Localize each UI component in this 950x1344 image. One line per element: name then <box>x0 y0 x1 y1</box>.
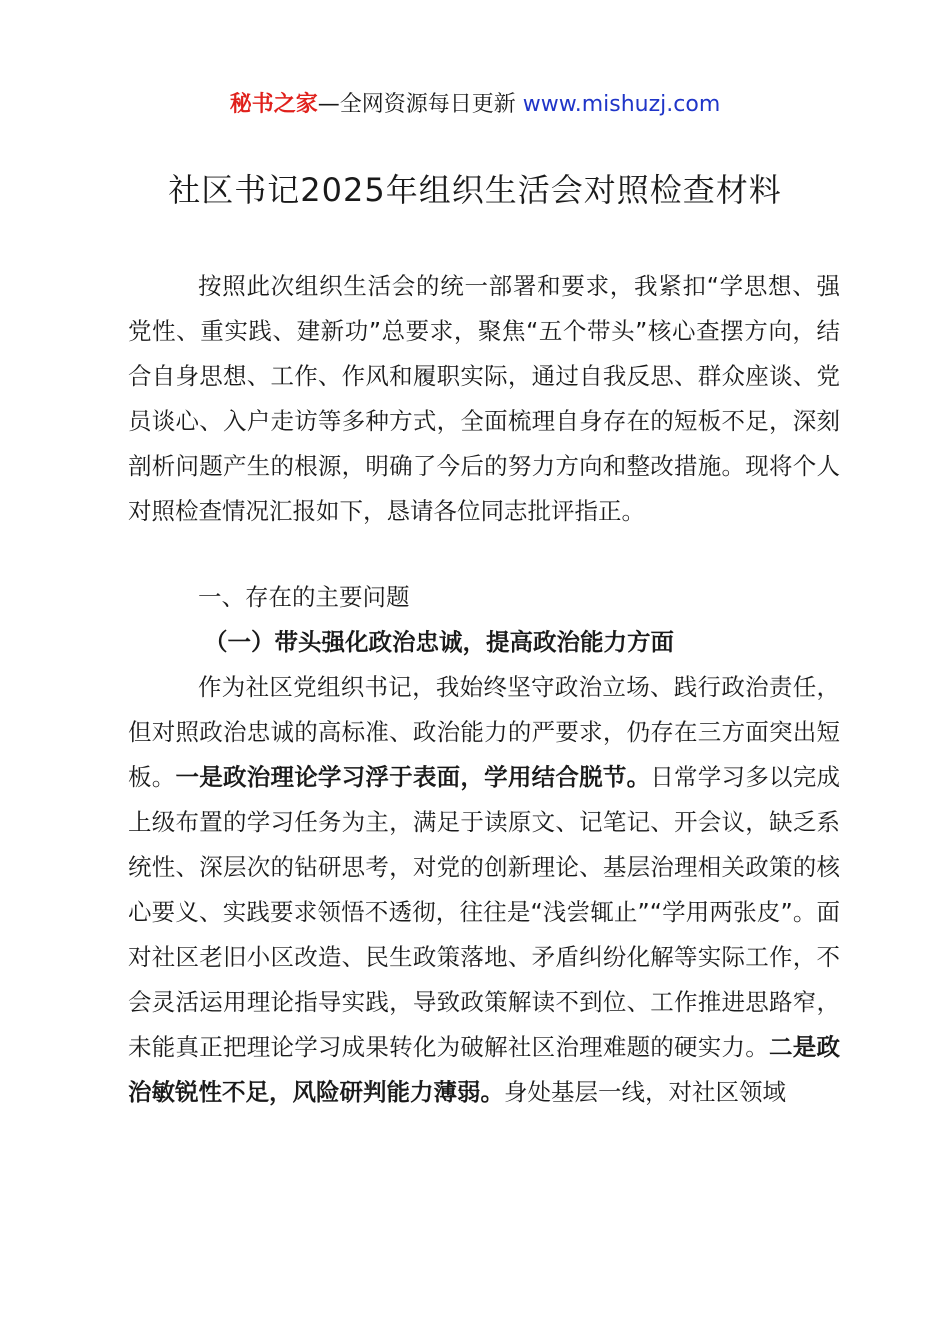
document-title: 社区书记2025年组织生活会对照检查材料 <box>168 171 782 209</box>
bold-point-one: 一是政治理论学习浮于表面，学用结合脱节。 <box>175 763 651 791</box>
subsection-heading: （一）带头强化政治忠诚，提高政治能力方面 <box>204 628 674 656</box>
intro-paragraph: 按照此次组织生活会的统一部署和要求，我紧扣“学思想、强党性、重实践、建新功”总要求，聚焦“五个带头”核心查摆方向，结合自身思想、工作、作风和履职实际，通过自我反思、群众座谈、党员谈心、入户走访等多种方式，全面梳理自身存在的短板不足，深刻剖析问题产生的根源，明确了今后的努力方向和整改措施。现将个人对照检查情况汇报如下，恳请各位同志批评指正。 <box>128 272 840 525</box>
body-text-c: 身处基层一线，对社区领域 <box>504 1078 786 1106</box>
bold-point-two: 二是政治敏锐性不足，风险研判能力薄弱。 <box>128 1033 841 1106</box>
brand-name: 秘书之家 <box>229 92 318 117</box>
body-text-a: 作为社区党组织书记，我始终坚守政治立场、践行政治责任，但对照政治忠诚的高标准、政治能力的严要求，仍存在三方面突出短板。 <box>128 673 840 791</box>
header-tagline: —全网资源每日更新 <box>317 92 516 117</box>
site-url: www.mishuzj.com <box>522 92 721 117</box>
site-header <box>0 90 950 120</box>
body-text-b: 日常学习多以完成上级布置的学习任务为主，满足于读原文、记笔记、开会议，缺乏系统性、深层次的钻研思考，对党的创新理论、基层治理相关政策的核心要义、实践要求领悟不透彻，往往是“浅尝辄止”“学用两张皮”。面对社区老旧小区改造、民生政策落地、矛盾纠纷化解等实际工作，不会灵活运用理论指导实践，导致政策解读不到位、工作推进思路窄，未能真正把理论学习成果转化为破解社区治理难题的硬实力。 <box>128 763 841 1061</box>
section-heading: 一、存在的主要问题 <box>198 583 410 611</box>
body-paragraph <box>128 665 840 1115</box>
